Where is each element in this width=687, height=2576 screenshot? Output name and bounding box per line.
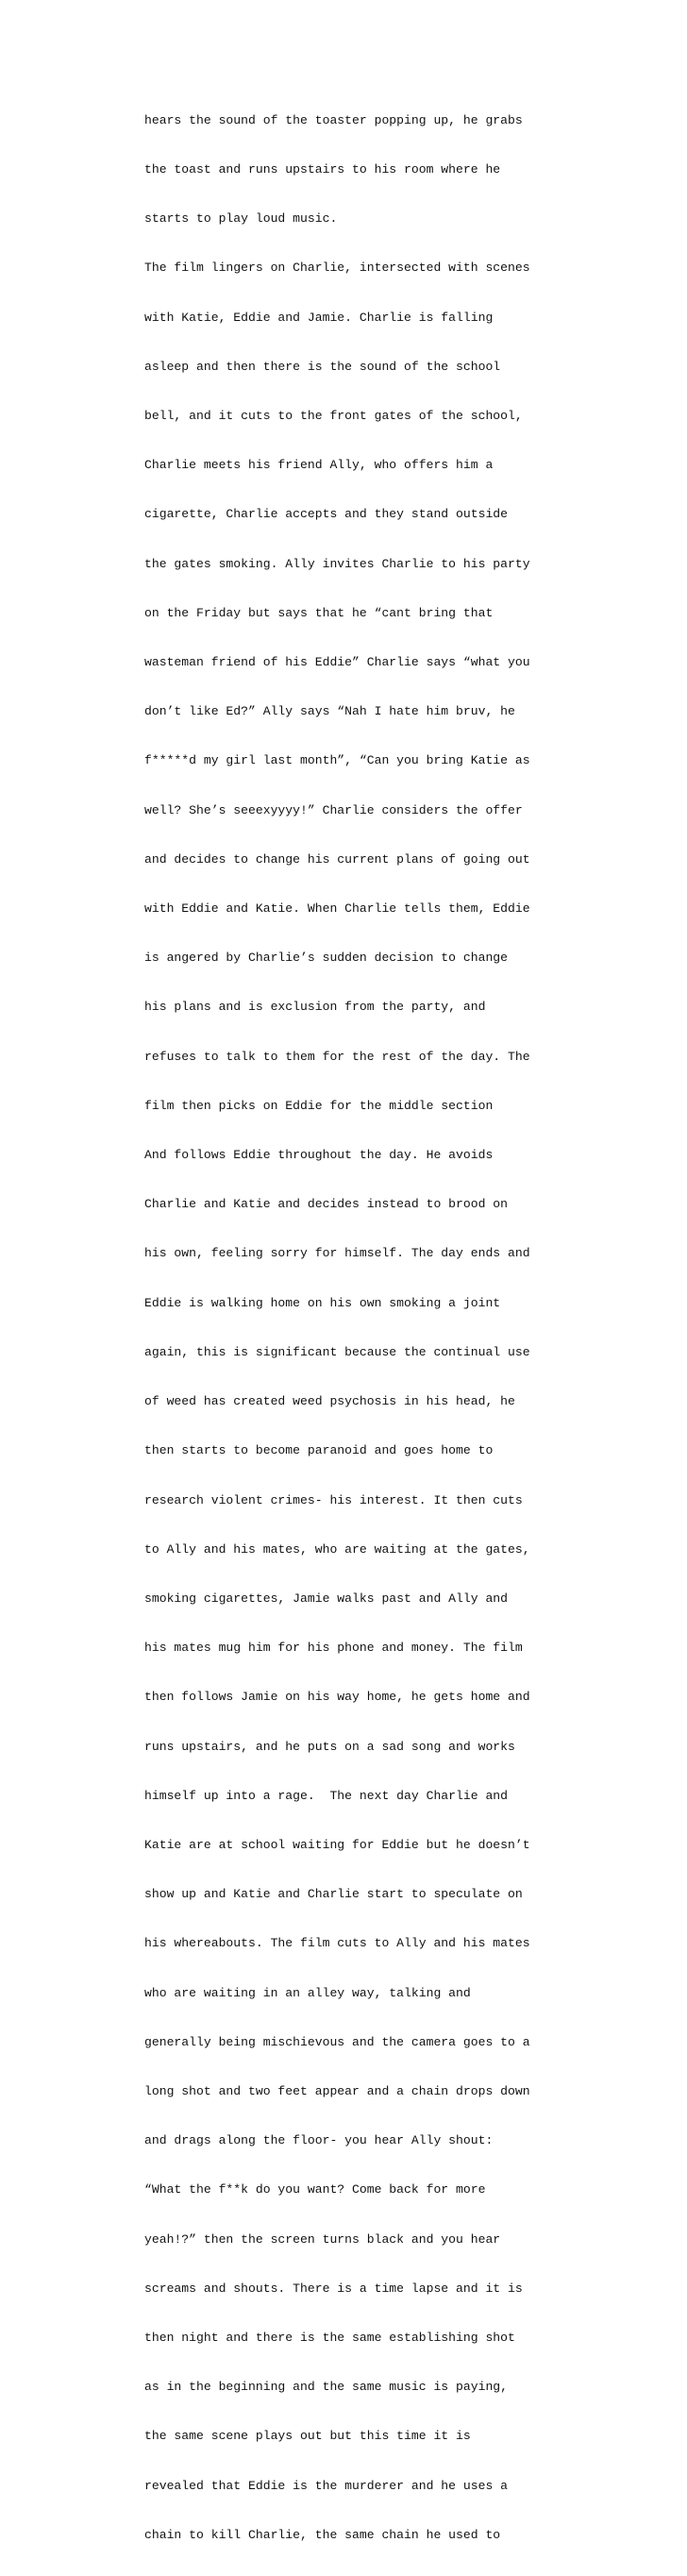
- text-line: research violent crimes- his interest. It then cuts: [144, 1492, 523, 1507]
- text-line: long shot and two feet appear and a chain drops down: [144, 2083, 530, 2098]
- text-line: again, this is significant because the continual use: [144, 1344, 530, 1359]
- text-line: show up and Katie and Charlie start to speculate on: [144, 1887, 523, 1902]
- text-line: the gates smoking. Ally invites Charlie to his party: [144, 556, 530, 571]
- text-line: yeah!?” then the screen turns black and you hear: [144, 2231, 501, 2247]
- text-line: then night and there is the same establishing shot: [144, 2330, 515, 2345]
- text-line: his mates mug him for his phone and money. The film: [144, 1641, 523, 1656]
- text-line: film then picks on Eddie for the middle section: [144, 1098, 494, 1113]
- text-line: the toast and runs upstairs to his room where he: [144, 162, 501, 177]
- text-line: revealed that Eddie is the murderer and he uses a: [144, 2478, 509, 2493]
- text-line: starts to play loud music.: [144, 211, 338, 227]
- text-line: Eddie is walking home on his own smoking a joint: [144, 1295, 501, 1310]
- text-line: his plans and is exclusion from the party, and: [144, 1000, 486, 1015]
- text-line: “What the f**k do you want? Come back for more: [144, 2182, 486, 2197]
- text-line: runs upstairs, and he puts on a sad song and works: [144, 1739, 515, 1754]
- text-line: bell, and it cuts to the front gates of the school,: [144, 409, 523, 424]
- document-body-text: [144, 79, 588, 2576]
- text-line: Charlie and Katie and decides instead to brood on: [144, 1197, 509, 1212]
- text-line: Katie are at school waiting for Eddie but he doesn’t: [144, 1837, 530, 1852]
- text-line: generally being mischievous and the camera goes to a: [144, 2034, 530, 2049]
- text-line: screams and shouts. There is a time lapse and it is: [144, 2281, 523, 2296]
- text-line: hears the sound of the toaster popping up, he grabs: [144, 112, 523, 127]
- text-line: of weed has created weed psychosis in his head, he: [144, 1394, 515, 1409]
- text-line: The film lingers on Charlie, intersected with scenes: [144, 261, 530, 276]
- text-line: Charlie meets his friend Ally, who offers him a: [144, 458, 494, 473]
- text-line: f*****d my girl last month”, “Can you bring Katie as: [144, 753, 530, 768]
- text-line: his own, feeling sorry for himself. The day ends and: [144, 1246, 530, 1261]
- text-line: himself up into a rage. The next day Charlie and: [144, 1788, 509, 1803]
- text-line: then follows Jamie on his way home, he gets home and: [144, 1690, 530, 1705]
- text-line: cigarette, Charlie accepts and they stand outside: [144, 507, 509, 522]
- text-line: wasteman friend of his Eddie” Charlie says “what you: [144, 655, 530, 670]
- text-line: then starts to become paranoid and goes home to: [144, 1443, 494, 1458]
- text-line: well? She’s seeexyyyy!” Charlie considers the offer: [144, 802, 523, 817]
- text-line: and decides to change his current plans of going out: [144, 851, 530, 867]
- text-line: is angered by Charlie’s sudden decision to change: [144, 951, 509, 966]
- text-line: chain to kill Charlie, the same chain he used to: [144, 2527, 501, 2542]
- text-line: as in the beginning and the same music is paying,: [144, 2380, 509, 2395]
- text-line: asleep and then there is the sound of the school: [144, 359, 501, 374]
- text-line: who are waiting in an alley way, talking and: [144, 1985, 471, 2000]
- text-line: on the Friday but says that he “cant bring that: [144, 605, 494, 620]
- text-line: don’t like Ed?” Ally says “Nah I hate him bruv, he: [144, 704, 515, 719]
- text-line: with Eddie and Katie. When Charlie tells them, Eddie: [144, 901, 530, 917]
- text-line: the same scene plays out but this time it is: [144, 2429, 471, 2444]
- text-line: to Ally and his mates, who are waiting at the gates,: [144, 1541, 530, 1557]
- text-line: And follows Eddie throughout the day. He avoids: [144, 1148, 494, 1163]
- text-line: his whereabouts. The film cuts to Ally and his mates: [144, 1936, 530, 1951]
- text-line: with Katie, Eddie and Jamie. Charlie is falling: [144, 310, 494, 325]
- text-line: and drags along the floor- you hear Ally shout:: [144, 2133, 494, 2148]
- text-line: smoking cigarettes, Jamie walks past and Ally and: [144, 1591, 509, 1606]
- text-line: refuses to talk to them for the rest of the day. The: [144, 1049, 530, 1064]
